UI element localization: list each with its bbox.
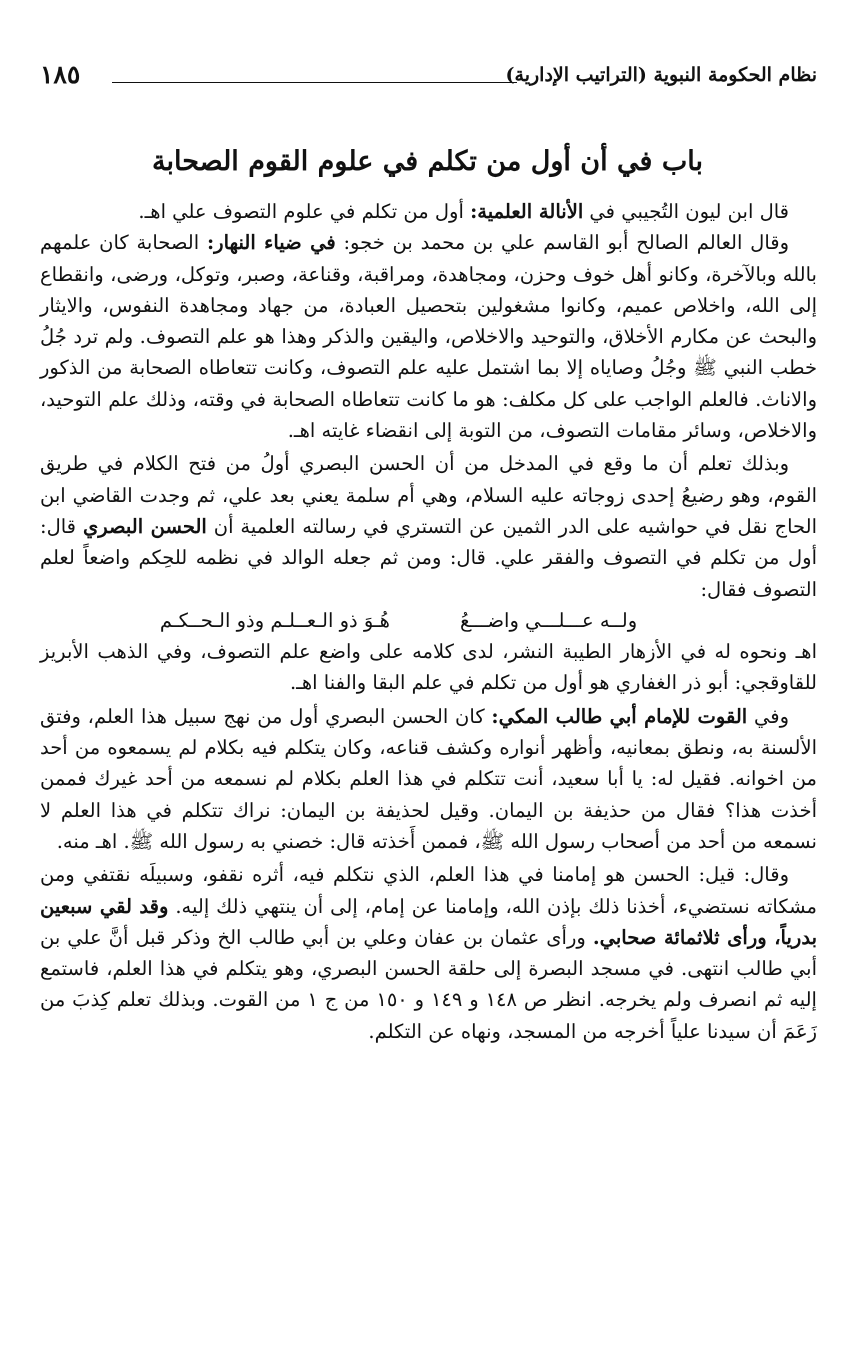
chapter-title: باب في أن أول من تكلم في علوم القوم الصحابة [152,146,703,177]
paragraph-5-source: القوت للإمام أبي طالب المكي: [491,704,748,728]
paragraph-1-source: الأنالة العلمية: [470,200,584,223]
paragraph-6-text-a: وقال: قيل: الحسن هو إمامنا في هذا العلم، الذي نتكلم فيه، أثره نقفو، وسبيلَه نقتفي ومن مشكاته نستضيء، أخذنا ذلك بإذن الله، وإمامنا عن إمام، إلى أن ينتهي ذلك إليه. [40,863,817,918]
paragraph-2-source: في ضياء النهار: [206,231,336,255]
running-header [40,60,817,90]
verse-hemistich-right: ولــه عـــلـــي واضـــعُ [459,608,638,632]
verse-hemistich-left: هُـوَ ذو الـعــلـم وذو الـحــكـم [159,608,390,632]
paragraph-4 [40,636,817,699]
verse-line [40,605,817,636]
header-rule [112,82,517,83]
paragraph-3 [40,448,817,604]
paragraph-6-emphasis: وقد لقي سبعين بدرياً، ورأى ثلاثمائة صحابي. [40,894,818,949]
paragraph-3-text-a: وبذلك تعلم أن ما وقع في المدخل من أن الحسن البصري أولُ من فتح الكلام في طريق القوم، وهو رضيعُ إحدى زوجاته عليه السلام، وهي أم سلمة يعني بعد علي، ثم وجدت القاضي ابن الحاج نقل في حواشيه على الدر الثمين عن التستري في رسالته العلمية أن [40,452,817,538]
body-text [40,196,817,1047]
paragraph-2-text-c: الصحابة كان علمهم بالله وبالآخرة، وكانو أهل خوف وحزن، ومجاهدة، ومراقبة، وقناعة، وصبر، وتوكل، ورضى، وانقطاع إلى الله، واخلاص عميم، وكانوا مشغولين بتحصيل العبادة، من جهاد ومجاهدة النفوس، والايثار والبحث عن مكارم الأخلاق، والتوحيد والاخلاص، واليقين والذكر وهذا هو علم التصوف. ولم ترد جُلُ خطب النبي ﷺ وجُلُ وصاياه إلا بما اشتمل عليه علم التصوف، وكانت تتعاطاه الصحابة من الذكور والاناث. فالعلم الواجب على كل مكلف: هو ما كانت تتعاطاه الصحابة في وقته، وذلك علم التوحيد، والاخلاص، وسائر مقامات التصوف، من التوبة إلى انقضاء غايته اهـ. [40,231,817,443]
paragraph-1-text-c: أول من تكلم في علوم التصوف علي اهـ. [138,200,471,223]
book-title: نظام الحكومة النبوية (التراتيب الإدارية) [505,64,817,86]
paragraph-1-text-a: قال ابن ليون التُجيبي في [583,200,789,223]
paragraph-6-text-c: ورأى عثمان بن عفان وعلي بن أبي طالب الخ وذكر قبل أنَّ علي بن أبي طالب انتهى. في مسجد البصرة إلى حلقة الحسن البصري، وهو يتكلم في هذا العلم، فاستمع إليه ثم انصرف ولم يخرجه. انظر ص ١٤٨ و ١٤٩ و ١٥٠ من ج ١ من القوت. وبذلك تعلم كِذبَ من زَعَمَ أن سيدنا علياً أخرجه من المسجد، ونهاه عن التكلم. [40,925,817,1043]
paragraph-2 [40,227,817,446]
paragraph-5-text-c: كان الحسن البصري أول من نهج سبيل هذا العلم، وفتق الألسنة به، ونطق بمعانيه، وأظهر أنواره وكشف قناعه، وكان يتكلم فيه بكلام لم يسمعوه من أحد من اخوانه. فقيل له: يا أبا سعيد، أنت تتكلم في هذا العلم بكلام لم نسمعه من أحد غيرك فممن أخذت هذا؟ فقال من حذيفة بن اليمان. وقيل لحذيفة بن اليمان: نراك تتكلم في هذا العلم لا نسمعه من أحد من أصحاب رسول الله ﷺ، فممن أَخذته قال: خصني به رسول الله ﷺ. اهـ منه. [40,704,817,853]
paragraph-3-name: الحسن البصري [82,514,207,538]
paragraph-1 [40,196,817,227]
paragraph-3-text-c: قال: أول من تكلم في التصوف والفقر علي. قال: ومن ثم جعله الوالد في نظمه للحِكم واضعاً لعلم التصوف فقال: [40,514,817,601]
paragraph-6 [40,859,817,1047]
paragraph-2-text-a: وقال العالم الصالح أبو القاسم علي بن محمد بن خجو: [335,231,790,255]
page-number: ١٨٥ [40,60,81,89]
paragraph-5 [40,701,817,857]
paragraph-4-text: اهـ ونحوه له في الأزهار الطيبة النشر، لدى كلامه على واضع علم التصوف، وفي الذهب الأبريز للقاوقجي: أبو ذر الغفاري هو أول من تكلم في علم البقا والفنا اهـ. [40,640,817,695]
paragraph-5-text-a: وفي [747,704,789,728]
